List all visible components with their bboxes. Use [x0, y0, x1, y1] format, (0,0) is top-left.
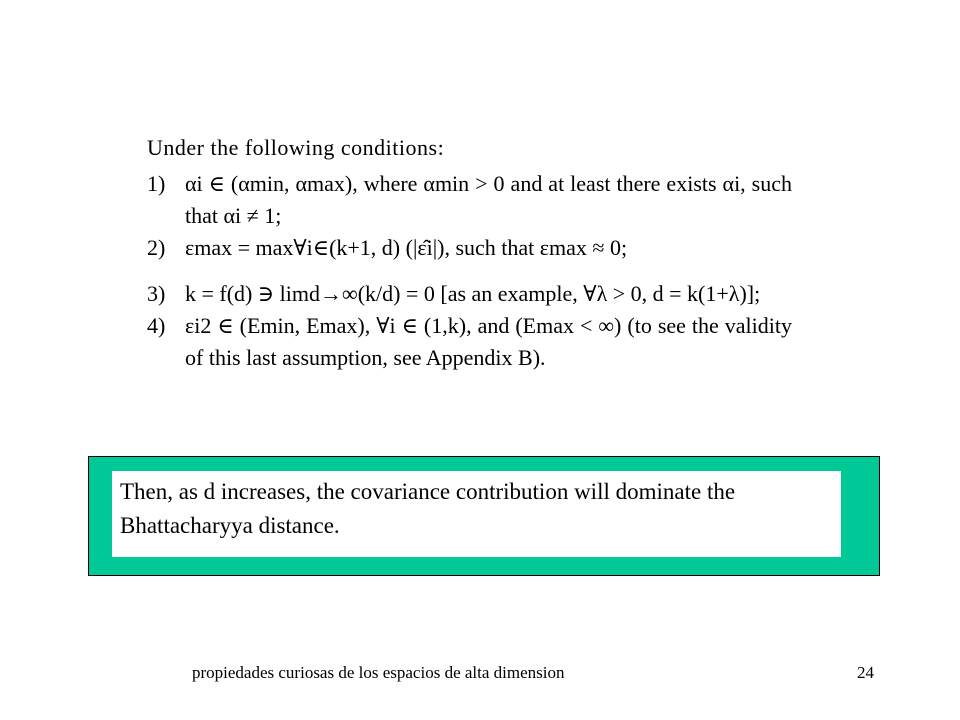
conditions-block: [147, 132, 792, 374]
condition-text: εi2 ∈ (Emin, Emax), ∀i ∈ (1,k), and (Emax < ∞) (to see the validity of this last assumption, see Appendix B).: [185, 313, 792, 370]
condition-text: k = f(d) ∋ limd→∞(k/d) = 0 [as an example, ∀λ > 0, d = k(1+λ)];: [185, 281, 761, 306]
condition-item: [147, 232, 792, 264]
footer-title: propiedades curiosas de los espacios de alta dimension: [192, 663, 565, 682]
conclusion-box: [112, 471, 841, 557]
condition-number: 1): [147, 171, 166, 196]
conclusion-text: Then, as d increases, the covariance contribution will dominate the Bhattacharyya distance.: [120, 479, 736, 538]
condition-number: 4): [147, 313, 166, 338]
condition-number: 2): [147, 235, 166, 260]
condition-number: 3): [147, 281, 166, 306]
condition-item: [147, 310, 792, 374]
condition-item: [147, 168, 792, 232]
condition-text: αi ∈ (αmin, αmax), where αmin > 0 and at least there exists αi, such that αi ≠ 1;: [185, 171, 792, 228]
condition-item: [147, 278, 792, 310]
condition-text: εmax = max∀i∈(k+1, d) (|ε̂i|), such that εmax ≈ 0;: [185, 235, 628, 260]
conditions-heading: Under the following conditions:: [147, 135, 445, 160]
page-number: 24: [857, 663, 874, 682]
conclusion-frame: [88, 456, 880, 576]
